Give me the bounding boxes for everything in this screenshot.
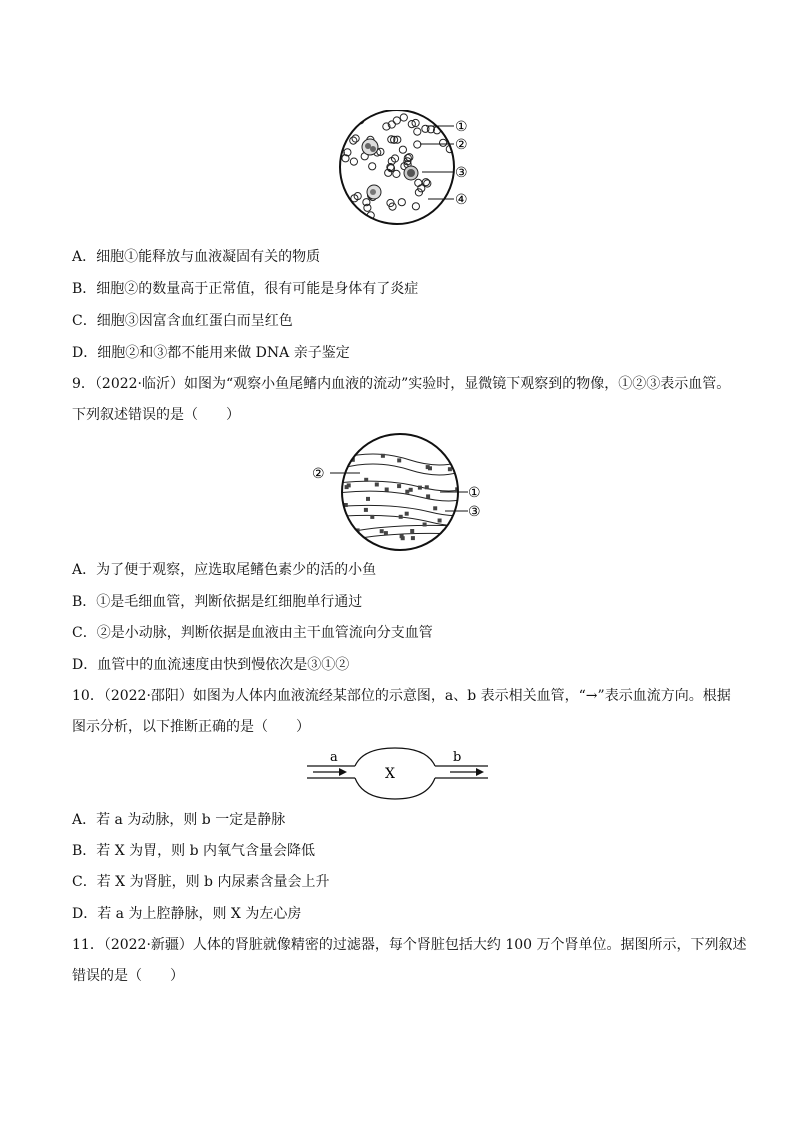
q9-option-a: A．为了便于观察，应选取尾鳍色素少的活的小鱼 (72, 562, 377, 578)
q10-option-a: A．若 a 为动脉，则 b 一定是静脉 (72, 812, 286, 828)
q9-option-d: D．血管中的血流速度由快到慢依次是③①② (72, 657, 350, 673)
label-3: ③ (455, 165, 468, 181)
q10-option-c: C．若 X 为肾脏，则 b 内尿素含量会上升 (72, 874, 330, 890)
q8-option-b: B．细胞②的数量高于正常值，很有可能是身体有了炎症 (72, 281, 419, 297)
vessel-a-label: a (330, 750, 338, 765)
q8-option-a: A．细胞①能释放与血液凝固有关的物质 (72, 249, 321, 265)
organ-x-label: X (385, 766, 395, 782)
fish-label-3: ③ (468, 504, 481, 520)
fish-tail-figure (310, 432, 490, 552)
fish-label-2: ② (312, 466, 325, 482)
q10-option-d: D．若 a 为上腔静脉，则 X 为左心房 (72, 906, 302, 922)
q10-stem-line1: 10．（2022·邵阳）如图为人体内血液流经某部位的示意图，a、b 表示相关血管，“→”表示血流方向。根据 (72, 688, 731, 704)
q8-option-d: D．细胞②和③都不能用来做 DNA 亲子鉴定 (72, 345, 350, 361)
label-4: ④ (455, 192, 468, 208)
q9-option-c: C．②是小动脉，判断依据是血液由主干血管流向分支血管 (72, 625, 433, 641)
q11-stem-line2: 错误的是（ ） (72, 968, 184, 984)
q8-option-c: C．细胞③因富含血红蛋白而呈红色 (72, 313, 293, 329)
q11-stem-line1: 11．（2022·新疆）人体的肾脏就像精密的过滤器，每个肾脏包括大约 100 万个肾单位。据图所示，下列叙述 (72, 937, 747, 953)
q10-stem-line2: 图示分析，以下推断正确的是（ ） (72, 719, 310, 735)
fish-label-1: ① (468, 485, 481, 501)
label-1: ① (455, 119, 468, 135)
label-2: ② (455, 137, 468, 153)
q9-stem-line2: 下列叙述错误的是（ ） (72, 407, 240, 423)
blood-flow-figure (305, 745, 490, 803)
q9-option-b: B．①是毛细血管，判断依据是红细胞单行通过 (72, 594, 363, 610)
blood-smear-figure (330, 110, 480, 235)
vessel-b-label: b (453, 750, 462, 765)
q10-option-b: B．若 X 为胃，则 b 内氧气含量会降低 (72, 843, 316, 859)
q9-stem-line1: 9．（2022·临沂）如图为“观察小鱼尾鳍内血液的流动”实验时，显微镜下观察到的物像，①②③表示血管。 (72, 376, 731, 392)
